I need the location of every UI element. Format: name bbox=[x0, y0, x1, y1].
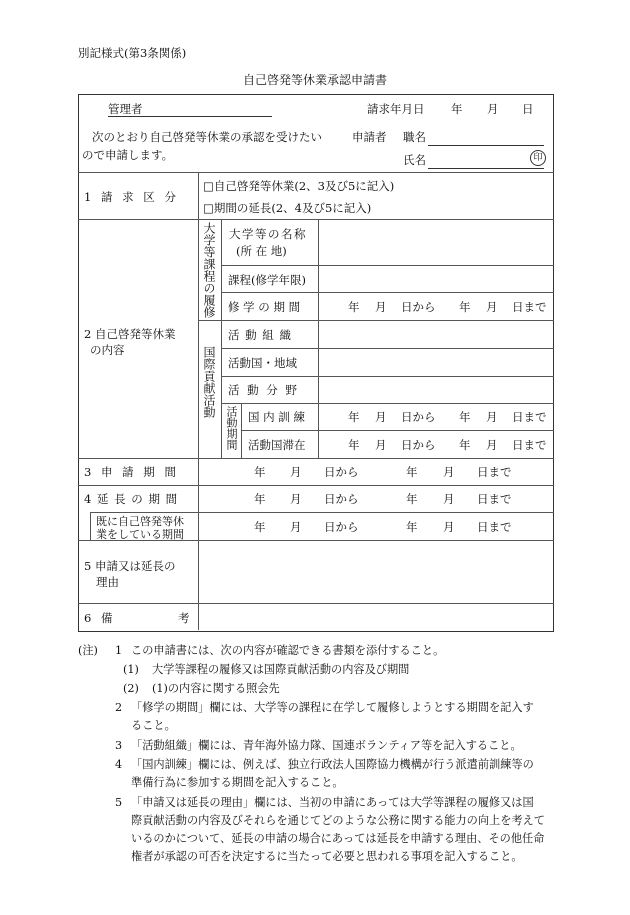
manager-label: 管理者 bbox=[108, 102, 143, 116]
notes-prefix: (注) bbox=[78, 644, 98, 657]
dr-year: 年 bbox=[348, 410, 360, 424]
dr-year: 年 bbox=[254, 465, 266, 479]
dr-month: 月 bbox=[443, 465, 455, 479]
note-1b: (1)の内容に関する照会先 bbox=[152, 682, 280, 695]
intl-group-label: 国際貢献活動 bbox=[202, 346, 216, 418]
note-5-line1: 「申請又は延長の理由」欄には、当初の申請にあっては大学等課程の履修又は国 bbox=[131, 796, 534, 809]
divider bbox=[90, 512, 91, 540]
dr-until: 日まで bbox=[477, 520, 512, 534]
note-4-line1: 「国内訓練」欄には、例えば、独立行政法人国際協力機構が行う派遣前訓練等の bbox=[131, 758, 534, 771]
divider bbox=[78, 172, 554, 173]
dr-from: 日から bbox=[324, 465, 359, 479]
section1-option-leave[interactable]: □自己啓発等休業(2、3及び5に記入) bbox=[203, 179, 395, 193]
section6-label-right: 考 bbox=[178, 611, 190, 625]
dr-from: 日から bbox=[401, 438, 436, 452]
extension-period-range[interactable] bbox=[198, 491, 554, 507]
seal-icon bbox=[530, 150, 546, 166]
note-1-num: 1 bbox=[115, 644, 123, 657]
request-month: 月 bbox=[487, 102, 499, 116]
dr-from: 日から bbox=[324, 520, 359, 534]
divider bbox=[221, 376, 554, 377]
seal-label: 印 bbox=[533, 153, 543, 163]
section6-label-left: 6 備 bbox=[84, 611, 113, 625]
dr-year: 年 bbox=[459, 438, 471, 452]
section6-remarks-field[interactable] bbox=[200, 605, 552, 629]
study-period-label: 修 学 の 期 間 bbox=[228, 300, 301, 314]
dr-month: 月 bbox=[375, 438, 387, 452]
stay-period-range[interactable] bbox=[318, 437, 554, 453]
note-5-line4: 権者が承認の可否を決定するに当たって必要と思われる事項を記入すること。 bbox=[131, 850, 523, 863]
stay-label: 活動国滞在 bbox=[248, 438, 306, 452]
application-period-range[interactable] bbox=[198, 464, 554, 480]
dr-until: 日まで bbox=[512, 438, 547, 452]
dr-year: 年 bbox=[406, 520, 418, 534]
divider bbox=[221, 348, 554, 349]
note-2-line1: 「修学の期間」欄には、大学等の課程に在学して履修しようとする期間を記入す bbox=[131, 701, 534, 714]
request-day: 日 bbox=[522, 102, 534, 116]
note-1b-num: (2) bbox=[123, 682, 139, 695]
dr-month: 月 bbox=[375, 410, 387, 424]
note-4-num: 4 bbox=[115, 758, 123, 771]
note-3: 「活動組織」欄には、青年海外協力隊、国連ボランティア等を記入すること。 bbox=[131, 739, 522, 752]
dr-from: 日から bbox=[401, 410, 436, 424]
dr-year: 年 bbox=[348, 438, 360, 452]
section1-label: 1 請 求 区 分 bbox=[84, 190, 176, 204]
note-5-line2: 際貢献活動の内容及びそれらを通じてどのような公務に関する能力の向上を考えて bbox=[131, 814, 545, 827]
note-4-line2: 準備行為に参加する期間を記入すること。 bbox=[131, 776, 344, 789]
form-title: 自己啓発等休業承認申請書 bbox=[242, 73, 387, 87]
already-period-range[interactable] bbox=[198, 519, 554, 535]
dr-month: 月 bbox=[486, 438, 498, 452]
dr-month: 月 bbox=[290, 492, 302, 506]
field-label: 活 動 分 野 bbox=[228, 383, 297, 397]
dr-year: 年 bbox=[406, 465, 418, 479]
dr-until: 日まで bbox=[512, 300, 547, 314]
dr-year: 年 bbox=[254, 520, 266, 534]
section1-option-extension[interactable]: □期間の延長(2、4及び5に記入) bbox=[203, 201, 372, 215]
section5-label-line1: 5 申請又は延長の bbox=[84, 559, 176, 573]
request-date bbox=[367, 101, 425, 117]
training-label: 国 内 訓 練 bbox=[248, 410, 305, 424]
univ-name-label-line1: 大学等の名称 bbox=[229, 227, 307, 241]
name-label: 氏名 bbox=[403, 153, 426, 167]
divider bbox=[198, 172, 199, 630]
dr-year: 年 bbox=[348, 300, 360, 314]
section5-reason-field[interactable] bbox=[200, 542, 552, 602]
univ-name-label-line2: (所 在 地) bbox=[236, 244, 287, 258]
divider bbox=[198, 320, 554, 321]
univ-group-label: 大学等課程の履修 bbox=[202, 222, 216, 318]
position-label: 職名 bbox=[403, 130, 426, 144]
training-period-range[interactable] bbox=[318, 409, 554, 425]
note-5-num: 5 bbox=[115, 796, 123, 809]
position-field[interactable] bbox=[428, 130, 544, 146]
divider bbox=[78, 485, 554, 486]
dr-year: 年 bbox=[406, 492, 418, 506]
dr-year: 年 bbox=[254, 492, 266, 506]
dr-year: 年 bbox=[459, 300, 471, 314]
divider bbox=[221, 265, 554, 266]
name-field[interactable] bbox=[428, 153, 544, 169]
section4-label: 4 延 長 の 期 間 bbox=[84, 492, 178, 506]
study-period-range[interactable] bbox=[318, 299, 554, 315]
form-reference: 別記様式(第3条関係) bbox=[78, 46, 187, 60]
divider bbox=[221, 219, 222, 458]
section3-label: 3 申 請 期 間 bbox=[84, 465, 176, 479]
dr-month: 月 bbox=[290, 520, 302, 534]
manager-line bbox=[108, 101, 272, 117]
dr-month: 月 bbox=[290, 465, 302, 479]
dr-month: 月 bbox=[443, 520, 455, 534]
dr-until: 日まで bbox=[477, 465, 512, 479]
dr-from: 日から bbox=[401, 300, 436, 314]
dr-until: 日まで bbox=[477, 492, 512, 506]
note-5-line3: いるのかについて、延長の申請の場合にあっては延長を申請する理由、その他任命 bbox=[131, 832, 545, 845]
note-1: この申請書には、次の内容が確認できる書類を添付すること。 bbox=[131, 644, 445, 657]
section2-label-line2: の内容 bbox=[90, 343, 125, 357]
dr-until: 日まで bbox=[512, 410, 547, 424]
dr-month: 月 bbox=[443, 492, 455, 506]
note-3-num: 3 bbox=[115, 739, 123, 752]
dr-month: 月 bbox=[486, 410, 498, 424]
note-1a: 大学等課程の履修又は国際貢献活動の内容及び期間 bbox=[152, 663, 410, 676]
note-2-line2: ること。 bbox=[131, 719, 176, 732]
org-label: 活 動 組 織 bbox=[228, 328, 291, 342]
section2-label-line1: 2 自己啓発等休業 bbox=[84, 327, 176, 341]
divider bbox=[78, 603, 554, 604]
course-label: 課程(修学年限) bbox=[228, 273, 306, 287]
divider bbox=[221, 403, 554, 404]
already-label-line2: 業をしている期間 bbox=[96, 528, 184, 541]
dr-from: 日から bbox=[324, 492, 359, 506]
note-1a-num: (1) bbox=[123, 663, 139, 676]
dr-month: 月 bbox=[486, 300, 498, 314]
applicant-label: 申請者 bbox=[352, 130, 387, 144]
divider bbox=[241, 430, 554, 431]
dr-year: 年 bbox=[459, 410, 471, 424]
note-2-num: 2 bbox=[115, 701, 123, 714]
request-date-label: 請求年月日 bbox=[367, 102, 425, 116]
already-label-line1: 既に自己啓発等休 bbox=[96, 515, 184, 528]
dr-month: 月 bbox=[375, 300, 387, 314]
section5-label-line2: 理由 bbox=[96, 575, 119, 589]
divider bbox=[221, 292, 554, 293]
divider bbox=[241, 403, 242, 458]
divider bbox=[78, 219, 554, 220]
country-label: 活動国・地域 bbox=[228, 356, 297, 370]
request-statement-line2: ので申請します。 bbox=[82, 148, 174, 162]
divider bbox=[78, 458, 554, 459]
request-year: 年 bbox=[451, 102, 463, 116]
request-statement-line1: 次のとおり自己啓発等休業の承認を受けたい bbox=[92, 130, 322, 144]
period-group-label: 活動期間 bbox=[225, 406, 238, 450]
